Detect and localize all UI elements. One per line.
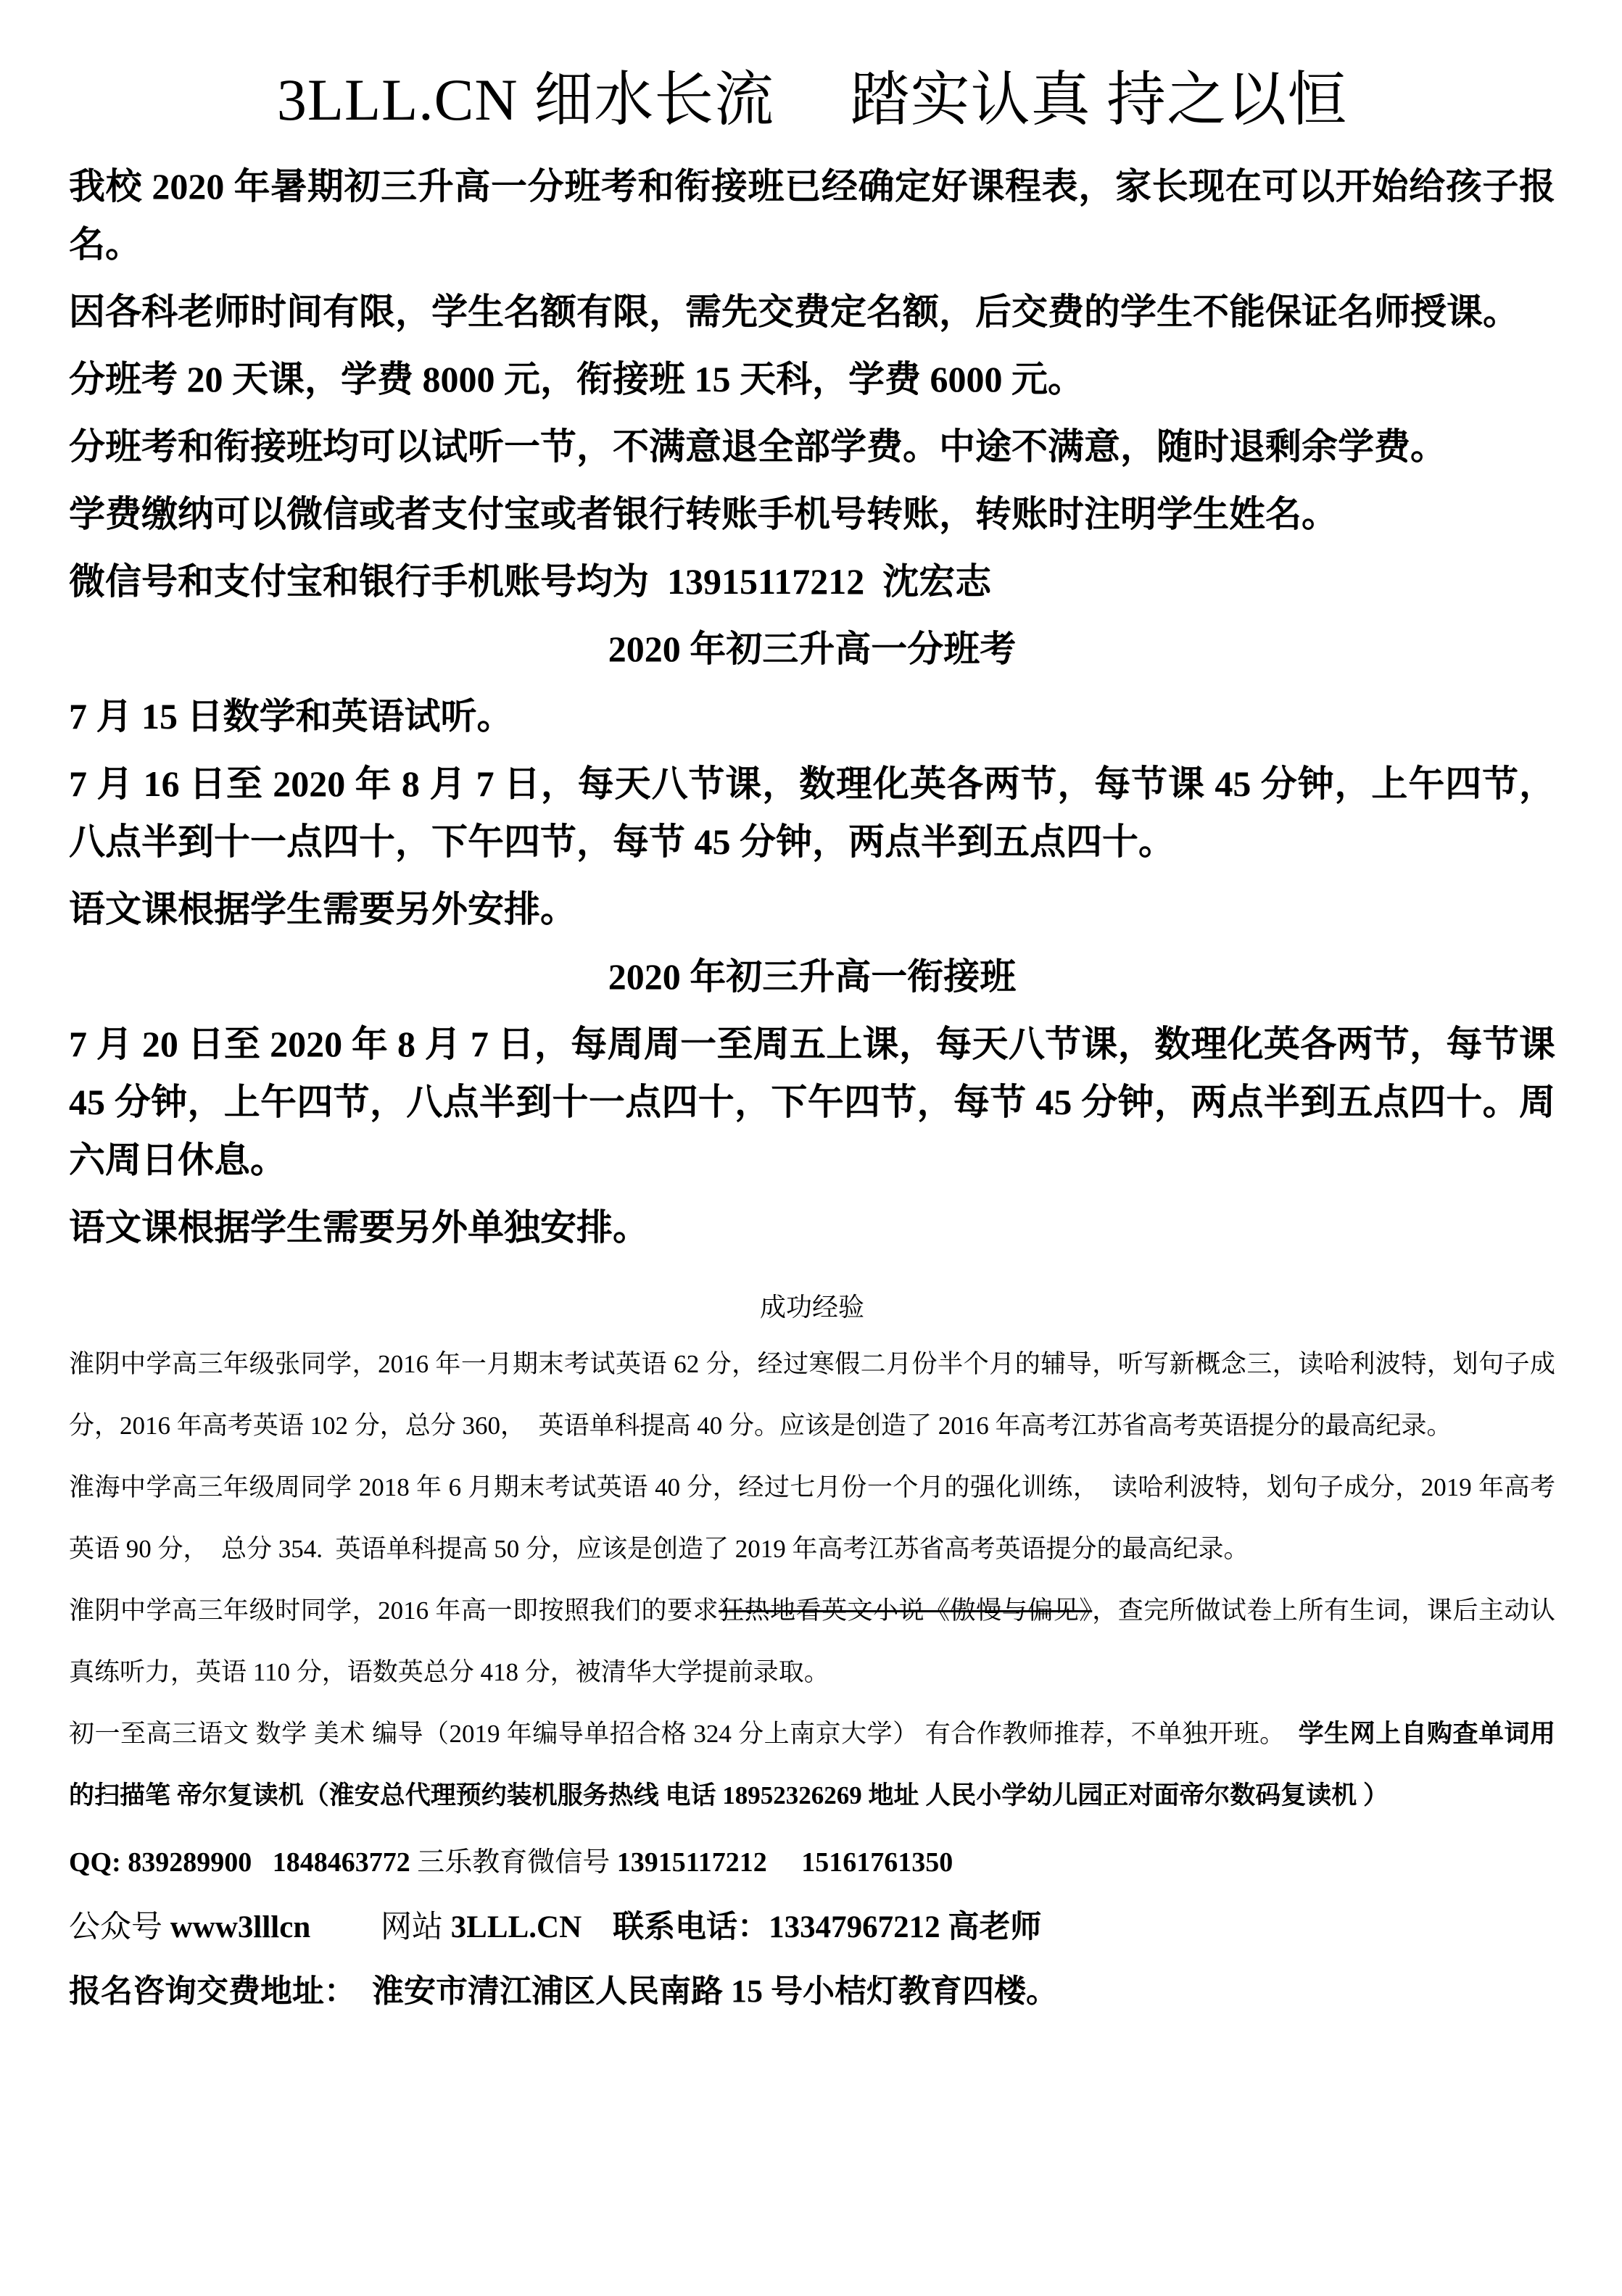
wechat-label: 三乐教育微信号 [417, 1847, 617, 1878]
intro-paragraph-4: 分班考和衔接班均可以试听一节，不满意退全部学费。中途不满意，随时退剩余学费。 [69, 426, 1447, 467]
courses-paragraph [69, 1703, 1555, 1826]
website-label: 网站 [310, 1910, 451, 1944]
registration-address-line: 报名咨询交费地址： 淮安市清江浦区人民南路 15 号小桔灯教育四楼。 [69, 1973, 1058, 2009]
success-case-3 [69, 1580, 1555, 1703]
section-heading-bridge-class: 2020 年初三升高一衔接班 [608, 956, 1017, 997]
document-title: 3LLL.CN 细水长流 踏实认真 持之以恒 [276, 67, 1348, 133]
contact-qq-line [69, 1831, 1555, 1895]
placement-exam-paragraph-1: 7 月 15 日数学和英语试听。 [69, 696, 513, 737]
placement-exam-paragraph-3: 语文课根据学生需要另外安排。 [69, 889, 576, 929]
bridge-class-paragraph-2: 语文课根据学生需要另外单独安排。 [69, 1207, 649, 1248]
contact-web-line [69, 1896, 1555, 1960]
section-heading-placement-exam: 2020 年初三升高一分班考 [608, 629, 1017, 669]
intro-paragraph-5: 学费缴纳可以微信或者支付宝或者银行转账手机号转账，转账时注明学生姓名。 [69, 494, 1338, 534]
courses-list-text: 初一至高三语文 数学 美术 编导（2019 年编导单招合格 324 分上南京大学） 有合作教师推荐，不单独开班。 [69, 1720, 1299, 1749]
scanner-pen-notice-text: 学生网上自购查单词用的扫描笔 帝尔复读机（淮安总代理预约装机服务热线 电话 18952326269 地址 人民小学幼儿园正对面帝尔数码复读机 ） [69, 1720, 1555, 1810]
placement-exam-paragraph-2: 7 月 16 日至 2020 年 8 月 7 日，每天八节课，数理化英各两节，每节课 45 分钟，上午四节，八点半到十一点四十，下午四节，每节 45 分钟，两点半到五点四十。 [69, 763, 1555, 862]
wechat-phone-numbers: 13915117212 15161761350 [616, 1847, 953, 1878]
website-and-phone: 3LLL.CN 联系电话：13347967212 高老师 [450, 1910, 1042, 1944]
success-case-2: 淮海中学高三年级周同学 2018 年 6 月期末考试英语 40 分，经过七月份一个月的强化训练， 读哈利波特，划句子成分，2019 年高考英语 90 分， 总分 354. 英语单科提高 50 分，应该是创造了 2019 年高考江苏省高考英语提分的最高纪录。 [69, 1473, 1555, 1564]
intro-paragraph-1: 我校 2020 年暑期初三升高一分班考和衔接班已经确定好课程表，家长现在可以开始给孩子报名。 [69, 166, 1555, 265]
bridge-class-paragraph-1: 7 月 20 日至 2020 年 8 月 7 日，每周周一至周五上课，每天八节课，数理化英各两节，每节课 45 分钟，上午四节，八点半到十一点四十，下午四节，每节 45 分钟，两点半到五点四十。周六周日休息。 [69, 1024, 1565, 1180]
success-case-3-continuation: ，查完所做试卷上所有生词，课后主动认真练听力，英语 110 分，语数英总分 418 分，被清华大学提前录取。 [69, 1596, 1555, 1687]
section-heading-success-stories: 成功经验 [759, 1293, 864, 1322]
public-account-label: 公众号 [69, 1910, 170, 1944]
intro-paragraph-2: 因各科老师时间有限，学生名额有限，需先交费定名额，后交费的学生不能保证名师授课。 [69, 291, 1519, 332]
intro-paragraph-3: 分班考 20 天课，学费 8000 元，衔接班 15 天科，学费 6000 元。 [69, 359, 1084, 399]
public-account-id: www3lllcn [170, 1910, 311, 1944]
strikethrough-text: 狂热地看英文小说《傲慢与偏见》 [719, 1596, 1093, 1625]
intro-paragraph-6: 微信号和支付宝和银行手机账号均为 13915117212 沈宏志 [69, 561, 992, 602]
success-case-1: 淮阴中学高三年级张同学，2016 年一月期末考试英语 62 分，经过寒假二月份半个月的辅导，听写新概念三，读哈利波特，划句子成分，2016 年高考英语 102 分，总分 360， 英语单科提高 40 分。应该是创造了 2016 年高考江苏省高考英语提分的最高纪录。 [69, 1350, 1555, 1441]
qq-numbers: QQ: 839289900 1848463772 [69, 1847, 418, 1878]
success-case-3-text: 淮阴中学高三年级时同学，2016 年高一即按照我们的要求 [69, 1596, 719, 1625]
